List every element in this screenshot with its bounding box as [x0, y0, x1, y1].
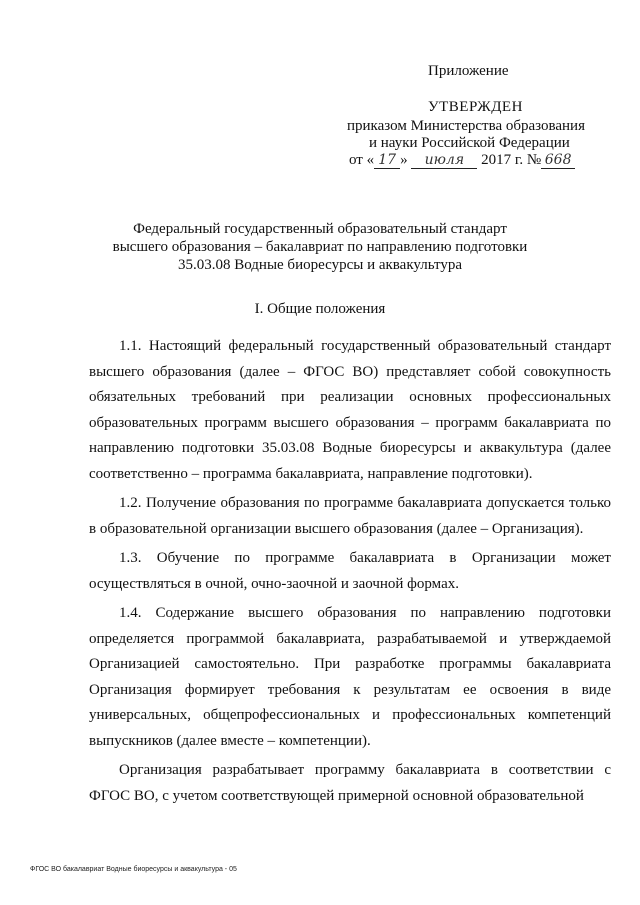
page-footer: ФГОС ВО бакалавриат Водные биоресурсы и аквакультура - 05: [30, 866, 237, 873]
paragraph-1-4: 1.4. Содержание высшего образования по направлению подготовки определяется программой бакалавриата, разрабатываемой и утверждаемой Организацией самостоятельно. При разработке программы бакалавриата Организация формирует требования к результатам ее освоения в виде универсальных, общепрофессиональных и профессиональных компетенций выпускников (далее вместе – компетенции).: [89, 605, 611, 749]
paragraph-organization: Организация разрабатывает программу бакалавриата в соответствии с ФГОС ВО, с учетом соответствующей примерной основной образовательной: [89, 762, 611, 804]
title-line-3: 35.03.08 Водные биоресурсы и аквакультура: [177, 257, 463, 273]
paragraph-1-3: 1.3. Обучение по программе бакалавриата в Организации может осуществляться в очной, очно-заочной и заочной формах.: [89, 550, 611, 592]
appendix-label: Приложение: [428, 63, 509, 79]
date-year: 2017 г. №: [481, 152, 542, 168]
date-prefix: от «: [349, 152, 375, 168]
paragraph-1-1: 1.1. Настоящий федеральный государственный образовательный стандарт высшего образования (далее – ФГОС ВО) представляет собой совокупность обязательных требований при реализации основных профессиональных образовательных программ высшего образования – программ бакалавриата по направлению подготовки 35.03.08 Водные биоресурсы и аквакультура (далее соответственно – программа бакалавриата, направление подготовки).: [89, 338, 611, 482]
order-number: 668: [541, 153, 575, 169]
order-line-1: приказом Министерства образования: [347, 118, 585, 134]
date-day: 17: [374, 153, 400, 169]
body-text: [89, 334, 611, 813]
title-line-1: Федеральный государственный образовательный стандарт: [133, 221, 507, 237]
section-heading: I. Общие положения: [254, 301, 386, 317]
order-line-2: и науки Российской Федерации: [369, 135, 570, 151]
approved-label: УТВЕРЖДЕН: [428, 99, 523, 115]
title-line-2: высшего образования – бакалавриат по направлению подготовки: [112, 239, 528, 255]
document-title: [0, 220, 640, 274]
date-month: июля: [411, 153, 477, 169]
paragraph-1-2: 1.2. Получение образования по программе бакалавриата допускается только в образовательной организации высшего образования (далее – Организация).: [89, 495, 611, 537]
order-date-line: [349, 152, 575, 169]
date-mid: »: [400, 152, 408, 168]
